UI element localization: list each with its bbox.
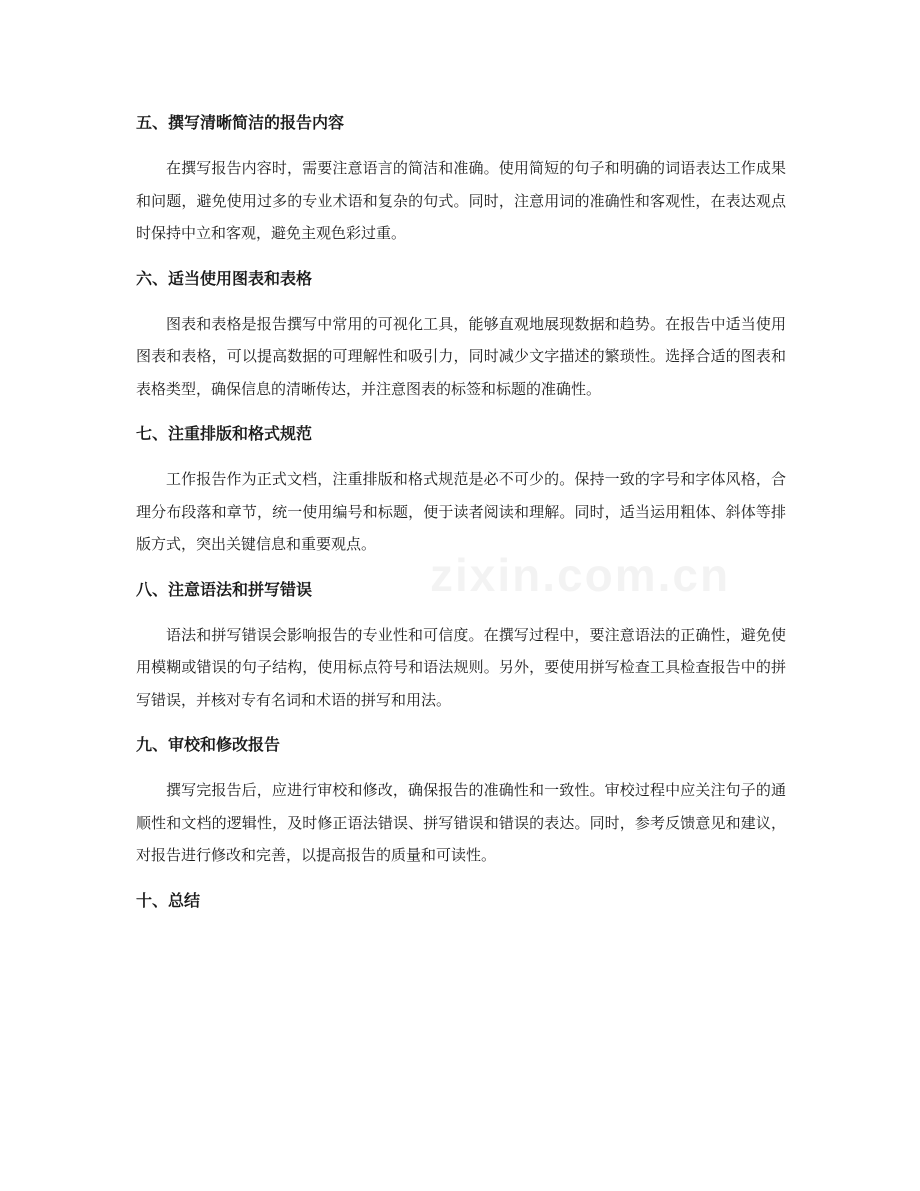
section-heading: 六、适当使用图表和表格 — [136, 268, 313, 288]
section-paragraph: 在撰写报告内容时，需要注意语言的简洁和准确。使用简短的句子和明确的词语表达工作成果和问题，避免使用过多的专业术语和复杂的句式。同时，注意用词的准确性和客观性，在表达观点时保持中立和客观，避免主观色彩过重。 — [136, 159, 786, 242]
section-paragraph: 图表和表格是报告撰写中常用的可视化工具，能够直观地展现数据和趋势。在报告中适当使用图表和表格，可以提高数据的可理解性和吸引力，同时减少文字描述的繁琐性。选择合适的图表和表格类型，确保信息的清晰传达，并注意图表的标签和标题的准确性。 — [136, 314, 786, 398]
section-paragraph: 撰写完报告后，应进行审校和修改，确保报告的准确性和一致性。审校过程中应关注句子的通顺性和文档的逻辑性，及时修正语法错误、拼写错误和错误的表达。同时，参考反馈意见和建议，对报告进行修改和完善，以提高报告的质量和可读性。 — [136, 781, 786, 864]
section-heading: 八、注意语法和拼写错误 — [136, 579, 313, 599]
section-heading: 七、注重排版和格式规范 — [136, 424, 313, 443]
document-content — [136, 104, 786, 920]
section-paragraph: 语法和拼写错误会影响报告的专业性和可信度。在撰写过程中，要注意语法的正确性，避免使用模糊或错误的句子结构，使用标点符号和语法规则。另外，要使用拼写检查工具检查报告中的拼写错误，并核对专有名词和术语的拼写和用法。 — [136, 625, 786, 709]
section-heading: 五、撰写清晰简洁的报告内容 — [136, 113, 345, 132]
section-paragraph: 工作报告作为正式文档，注重排版和格式规范是必不可少的。保持一致的字号和字体风格，合理分布段落和章节，统一使用编号和标题，便于读者阅读和理解。同时，适当运用粗体、斜体等排版方式，突出关键信息和重要观点。 — [136, 470, 786, 553]
section-heading: 十、总结 — [136, 890, 201, 910]
section-heading: 九、审校和修改报告 — [136, 735, 281, 754]
